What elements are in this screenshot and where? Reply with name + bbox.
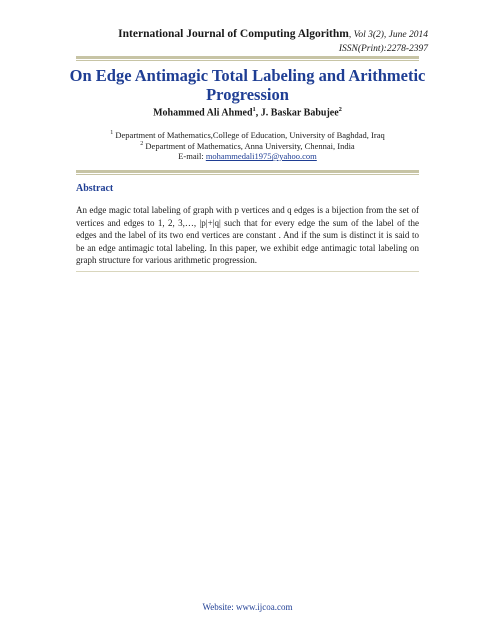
author-affiliation-mark: 2	[338, 106, 342, 113]
abstract-body	[76, 204, 419, 267]
section-divider	[76, 170, 419, 173]
footer-website: Website: www.ijcoa.com	[202, 602, 293, 612]
abstract-text: An edge magic total labeling of graph with p vertices and q edges is a bijection from the set of vertices and edges to 1, 2, 3,…,	[76, 205, 419, 228]
affiliation-2	[60, 139, 435, 152]
journal-volume: , Vol 3(2), June 2014	[348, 30, 428, 40]
affiliation-text: Department of Mathematics,College of Education, University of Baghdad, Iraq	[113, 129, 385, 140]
header-divider-thin	[76, 60, 419, 61]
journal-issn: ISSN(Print):2278-2397	[338, 44, 428, 54]
abstract-formula: |p|+|q|	[199, 217, 221, 228]
section-divider-thin	[76, 174, 419, 175]
author-name: J. Baskar Babujee	[260, 107, 339, 119]
journal-name: International Journal of Computing Algorithm	[118, 28, 349, 40]
affiliation-mark: 2	[140, 141, 144, 147]
affiliation-mark: 1	[110, 130, 114, 136]
abstract-text: such that for every edge the sum of the label of the edges and the label of its two end vertices are constant . And if the sum is distinct it is said to be an edge antimagic total labeling. In this paper, we exhibit edge antimagic total labeling on graph structure for various arithmetic progression.	[76, 217, 420, 266]
header-divider	[76, 56, 419, 59]
author-name: Mohammed Ali Ahmed	[153, 107, 253, 119]
email-link[interactable]: mohammedali1975@yahoo.com	[205, 151, 317, 161]
paper-title: On Edge Antimagic Total Labeling and Arithmetic Progression	[69, 66, 426, 104]
journal-header	[118, 27, 428, 56]
author-affiliation-mark: 1	[252, 106, 256, 113]
affiliation-text: Department of Mathematics, Anna University, Chennai, India	[143, 140, 355, 151]
author-separator: ,	[255, 107, 261, 119]
abstract-divider	[76, 271, 419, 272]
abstract-heading: Abstract	[76, 183, 114, 194]
contact-email	[60, 151, 435, 162]
email-label: E-mail:	[178, 151, 206, 161]
journal-line	[118, 27, 428, 42]
paper-authors	[60, 106, 435, 118]
